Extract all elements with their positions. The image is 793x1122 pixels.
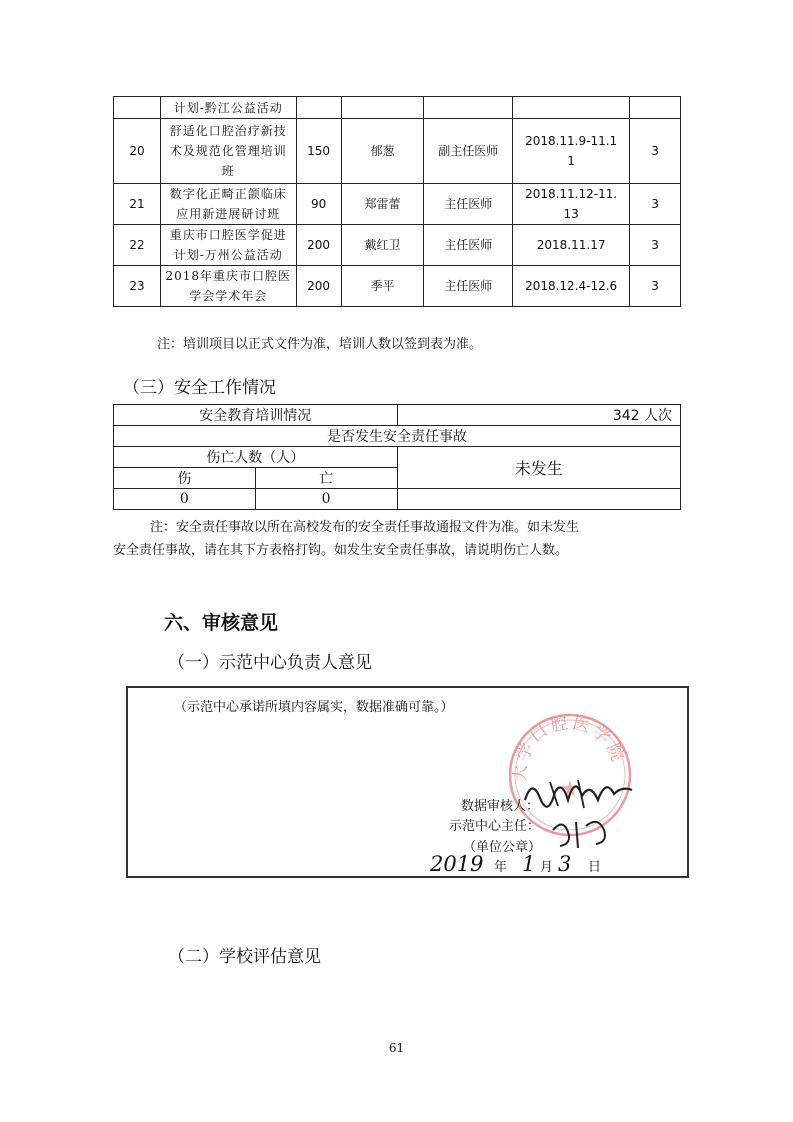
safety-table [113, 404, 681, 510]
training-date [513, 119, 630, 184]
training-date [513, 225, 630, 266]
casualty-label: 伤亡人数（人） [114, 447, 398, 468]
person-title: 主任医师 [424, 225, 513, 266]
page-number: 61 [388, 1041, 405, 1055]
reviewer-signature [520, 770, 640, 815]
row-number: 23 [114, 266, 161, 307]
table-row [114, 97, 681, 119]
training-date-line: 1 [567, 154, 575, 168]
safety-heading: （三）安全工作情况 [123, 378, 276, 398]
training-days: 3 [630, 184, 681, 225]
person-title: 主任医师 [424, 184, 513, 225]
table-row [114, 225, 681, 266]
training-date [513, 266, 630, 307]
reviewer-label: 数据审核人： [461, 799, 540, 814]
person-in-charge: 戴红卫 [341, 225, 424, 266]
empty-cell [397, 489, 681, 510]
training-days: 3 [630, 266, 681, 307]
seal-text: 大学口腔医学院 [510, 712, 629, 783]
training-name-line: 计划-黔江公益活动 [173, 100, 283, 115]
participant-count: 150 [296, 119, 341, 184]
person-in-charge: 郑雷蕾 [341, 184, 424, 225]
training-name-line: 数字化正畸正颌临床 [169, 187, 287, 201]
opinion-box-text: （示范中心承诺所填内容属实，数据准确可靠。） [174, 700, 454, 715]
training-name-line: 应用新进展研讨班 [176, 207, 281, 221]
date-month: 1 [522, 852, 536, 876]
director-label: 示范中心主任： [449, 819, 541, 834]
table-row [114, 266, 681, 307]
participant-count: 200 [296, 225, 341, 266]
participant-count: 90 [296, 184, 341, 225]
date-day-unit: 日 [588, 860, 602, 875]
training-date-line: 13 [563, 207, 579, 221]
training-name-line: 班 [221, 164, 235, 178]
training-name [160, 97, 296, 119]
review-sub2: （二）学校评估意见 [168, 947, 321, 967]
training-date-line: 2018.11.17 [536, 238, 606, 252]
training-name-line: 2018年重庆市口腔医 [165, 269, 292, 283]
dead-label: 亡 [255, 468, 397, 489]
person-title: 主任医师 [424, 266, 513, 307]
safety-note-line1: 注：安全责任事故以所在高校发布的安全责任事故通报文件为准。如未发生 [150, 520, 580, 535]
training-name-line: 计划-万州公益活动 [173, 248, 283, 262]
training-name-line: 重庆市口腔医学促进 [169, 228, 287, 242]
training-date-line: 2018.11.9-11.1 [525, 134, 618, 148]
date-year-unit: 年 [494, 860, 508, 875]
training-days [630, 97, 681, 119]
training-date-line: 2018.12.4-12.6 [525, 279, 618, 293]
injured-value: 0 [114, 489, 256, 510]
training-date [513, 184, 630, 225]
person-in-charge: 郁葱 [341, 119, 424, 184]
table-row [114, 119, 681, 184]
training-date [513, 97, 630, 119]
safety-note-line2: 安全责任事故，请在其下方表格打钩。如发生安全责任事故，请说明伤亡人数。 [113, 543, 569, 558]
date-month-unit: 月 [540, 860, 554, 875]
training-name [160, 184, 296, 225]
person-in-charge [341, 97, 424, 119]
review-heading: 六、审核意见 [164, 612, 279, 634]
dead-value: 0 [255, 489, 397, 510]
row-number: 20 [114, 119, 161, 184]
row-number: 21 [114, 184, 161, 225]
training-name [160, 266, 296, 307]
injured-label: 伤 [114, 468, 256, 489]
review-sub1: （一）示范中心负责人意见 [168, 653, 372, 673]
training-days: 3 [630, 225, 681, 266]
director-signature [548, 812, 618, 852]
signature-date [430, 850, 610, 884]
training-name [160, 119, 296, 184]
training-date-line: 2018.11.12-11. [525, 187, 618, 201]
training-note: 注：培训项目以正式文件为准，培训人数以签到表为准。 [157, 337, 483, 352]
svg-text:★: ★ [560, 777, 580, 802]
seal-label: （单位公章） [463, 840, 542, 855]
person-in-charge: 季平 [341, 266, 424, 307]
edu-value: 342 人次 [397, 405, 681, 426]
accident-label: 是否发生安全责任事故 [114, 426, 681, 447]
participant-count: 200 [296, 266, 341, 307]
row-number [114, 97, 161, 119]
training-table [113, 96, 681, 307]
participant-count [296, 97, 341, 119]
person-title [424, 97, 513, 119]
accident-status: 未发生 [397, 447, 681, 489]
date-day: 3 [558, 852, 572, 876]
training-name-line: 术及规范化管理培训 [169, 144, 287, 158]
date-year: 2019 [430, 852, 484, 876]
training-name [160, 225, 296, 266]
table-row [114, 184, 681, 225]
person-title: 副主任医师 [424, 119, 513, 184]
training-name-line: 舒适化口腔治疗新技 [169, 124, 287, 138]
row-number: 22 [114, 225, 161, 266]
training-days: 3 [630, 119, 681, 184]
edu-label: 安全教育培训情况 [114, 405, 398, 426]
training-name-line: 学会学术年会 [189, 289, 268, 303]
